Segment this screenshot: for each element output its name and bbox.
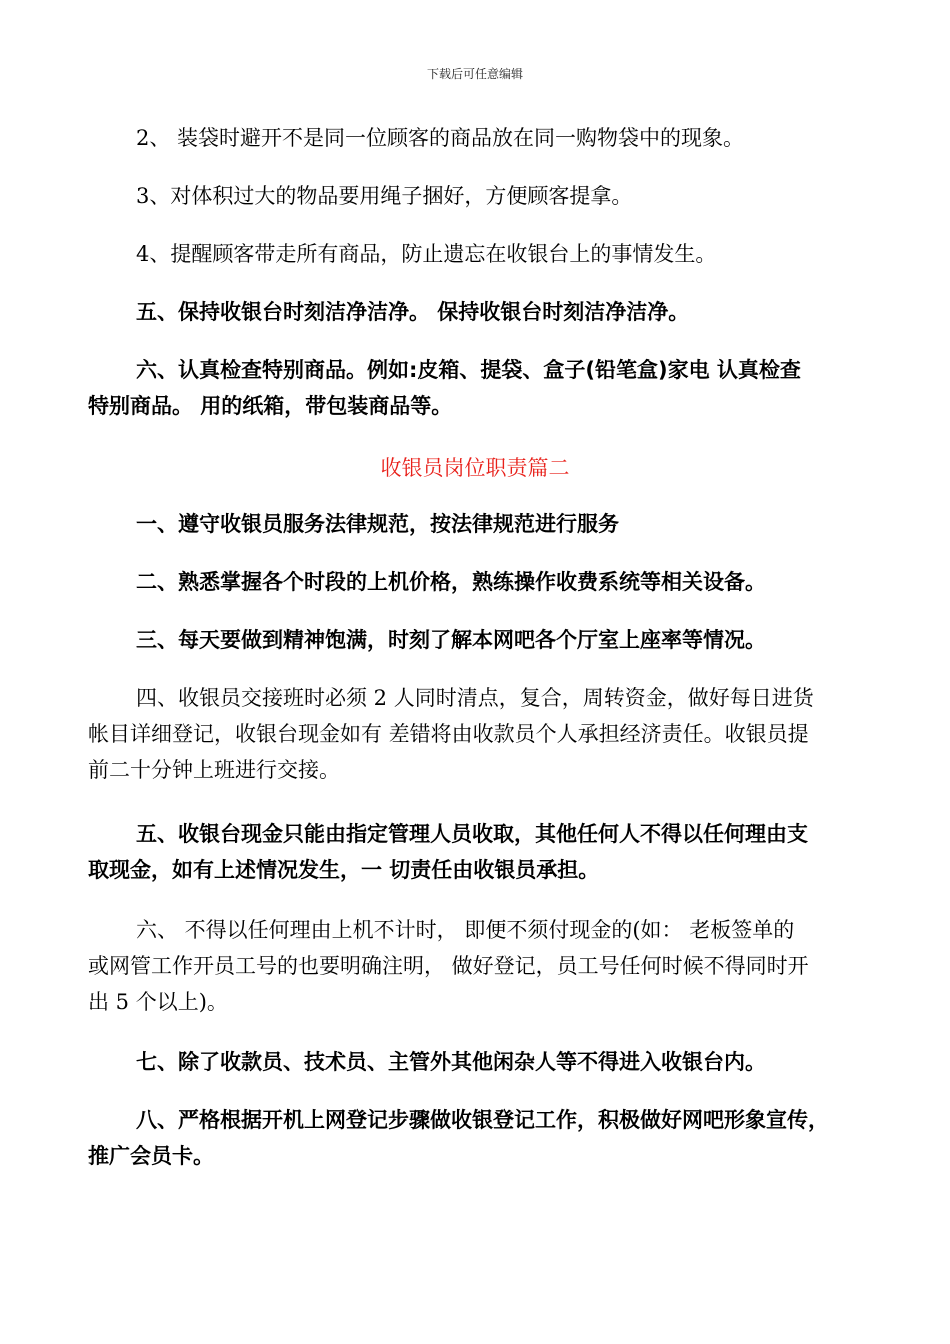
paragraph-line: 前二十分钟上班进行交接。 [88, 758, 340, 782]
paragraph-item-five [136, 294, 908, 330]
paragraph-line: 五、收银台现金只能由指定管理人员收取，其他任何人不得以任何理由支 [136, 822, 808, 846]
paragraph-line: 五、保持收银台时刻洁净洁净。 保持收银台时刻洁净洁净。 [136, 300, 690, 324]
duty-item-8 [88, 1102, 860, 1174]
paragraph-line: 4、提醒顾客带走所有商品，防止遗忘在收银台上的事情发生。 [136, 242, 717, 266]
paragraph-line: 帐目详细登记，收银台现金如有 差错将由收款员个人承担经济责任。收银员提 [88, 722, 809, 746]
paragraph-item-six [88, 352, 860, 424]
paragraph-line: 二、熟悉掌握各个时段的上机价格，熟练操作收费系统等相关设备。 [136, 570, 766, 594]
duty-item-1 [136, 506, 908, 542]
paragraph-line: 七、除了收款员、技术员、主管外其他闲杂人等不得进入收银台内。 [136, 1050, 766, 1074]
duty-item-4 [88, 680, 860, 788]
paragraph-line: 取现金，如有上述情况发生，一 切责任由收银员承担。 [88, 858, 600, 882]
paragraph-line: 推广会员卡。 [88, 1144, 214, 1168]
paragraph-line: 特别商品。 用的纸箱，带包装商品等。 [88, 394, 453, 418]
paragraph-line: 六、 不得以任何理由上机不计时， 即便不须付现金的(如： 老板签单的 [136, 918, 795, 942]
paragraph-line: 一、遵守收银员服务法律规范，按法律规范进行服务 [136, 512, 619, 536]
duty-item-2 [136, 564, 908, 600]
paragraph-line: 三、每天要做到精神饱满，时刻了解本网吧各个厅室上座率等情况。 [136, 628, 766, 652]
paragraph-line: 四、收银员交接班时必须 2 人同时清点，复合，周转资金，做好每日进货 [136, 686, 814, 710]
paragraph-line: 或网管工作开员工号的也要明确注明， 做好登记，员工号任何时候不得同时开 [88, 954, 809, 978]
duty-item-6 [88, 912, 860, 1020]
paragraph-line: 出 5 个以上)。 [88, 990, 228, 1014]
paragraph-line: 2、 装袋时避开不是同一位顾客的商品放在同一购物袋中的现象。 [136, 126, 745, 150]
page-header: 下载后可任意编辑 [426, 67, 523, 81]
duty-item-3 [136, 622, 908, 658]
section-heading: 收银员岗位职责篇二 [380, 456, 570, 480]
paragraph-line: 六、认真检查特别商品。例如:皮箱、提袋、盒子(铅笔盒)家电 认真检查 [136, 358, 801, 382]
duty-item-7 [136, 1044, 908, 1080]
paragraph-line: 八、严格根据开机上网登记步骤做收银登记工作，积极做好网吧形象宣传， [136, 1108, 829, 1132]
paragraph-item-3 [136, 178, 908, 214]
paragraph-item-2 [136, 120, 908, 156]
duty-item-5 [88, 816, 860, 888]
paragraph-item-4 [136, 236, 908, 272]
paragraph-line: 3、对体积过大的物品要用绳子捆好，方便顾客提拿。 [136, 184, 633, 208]
